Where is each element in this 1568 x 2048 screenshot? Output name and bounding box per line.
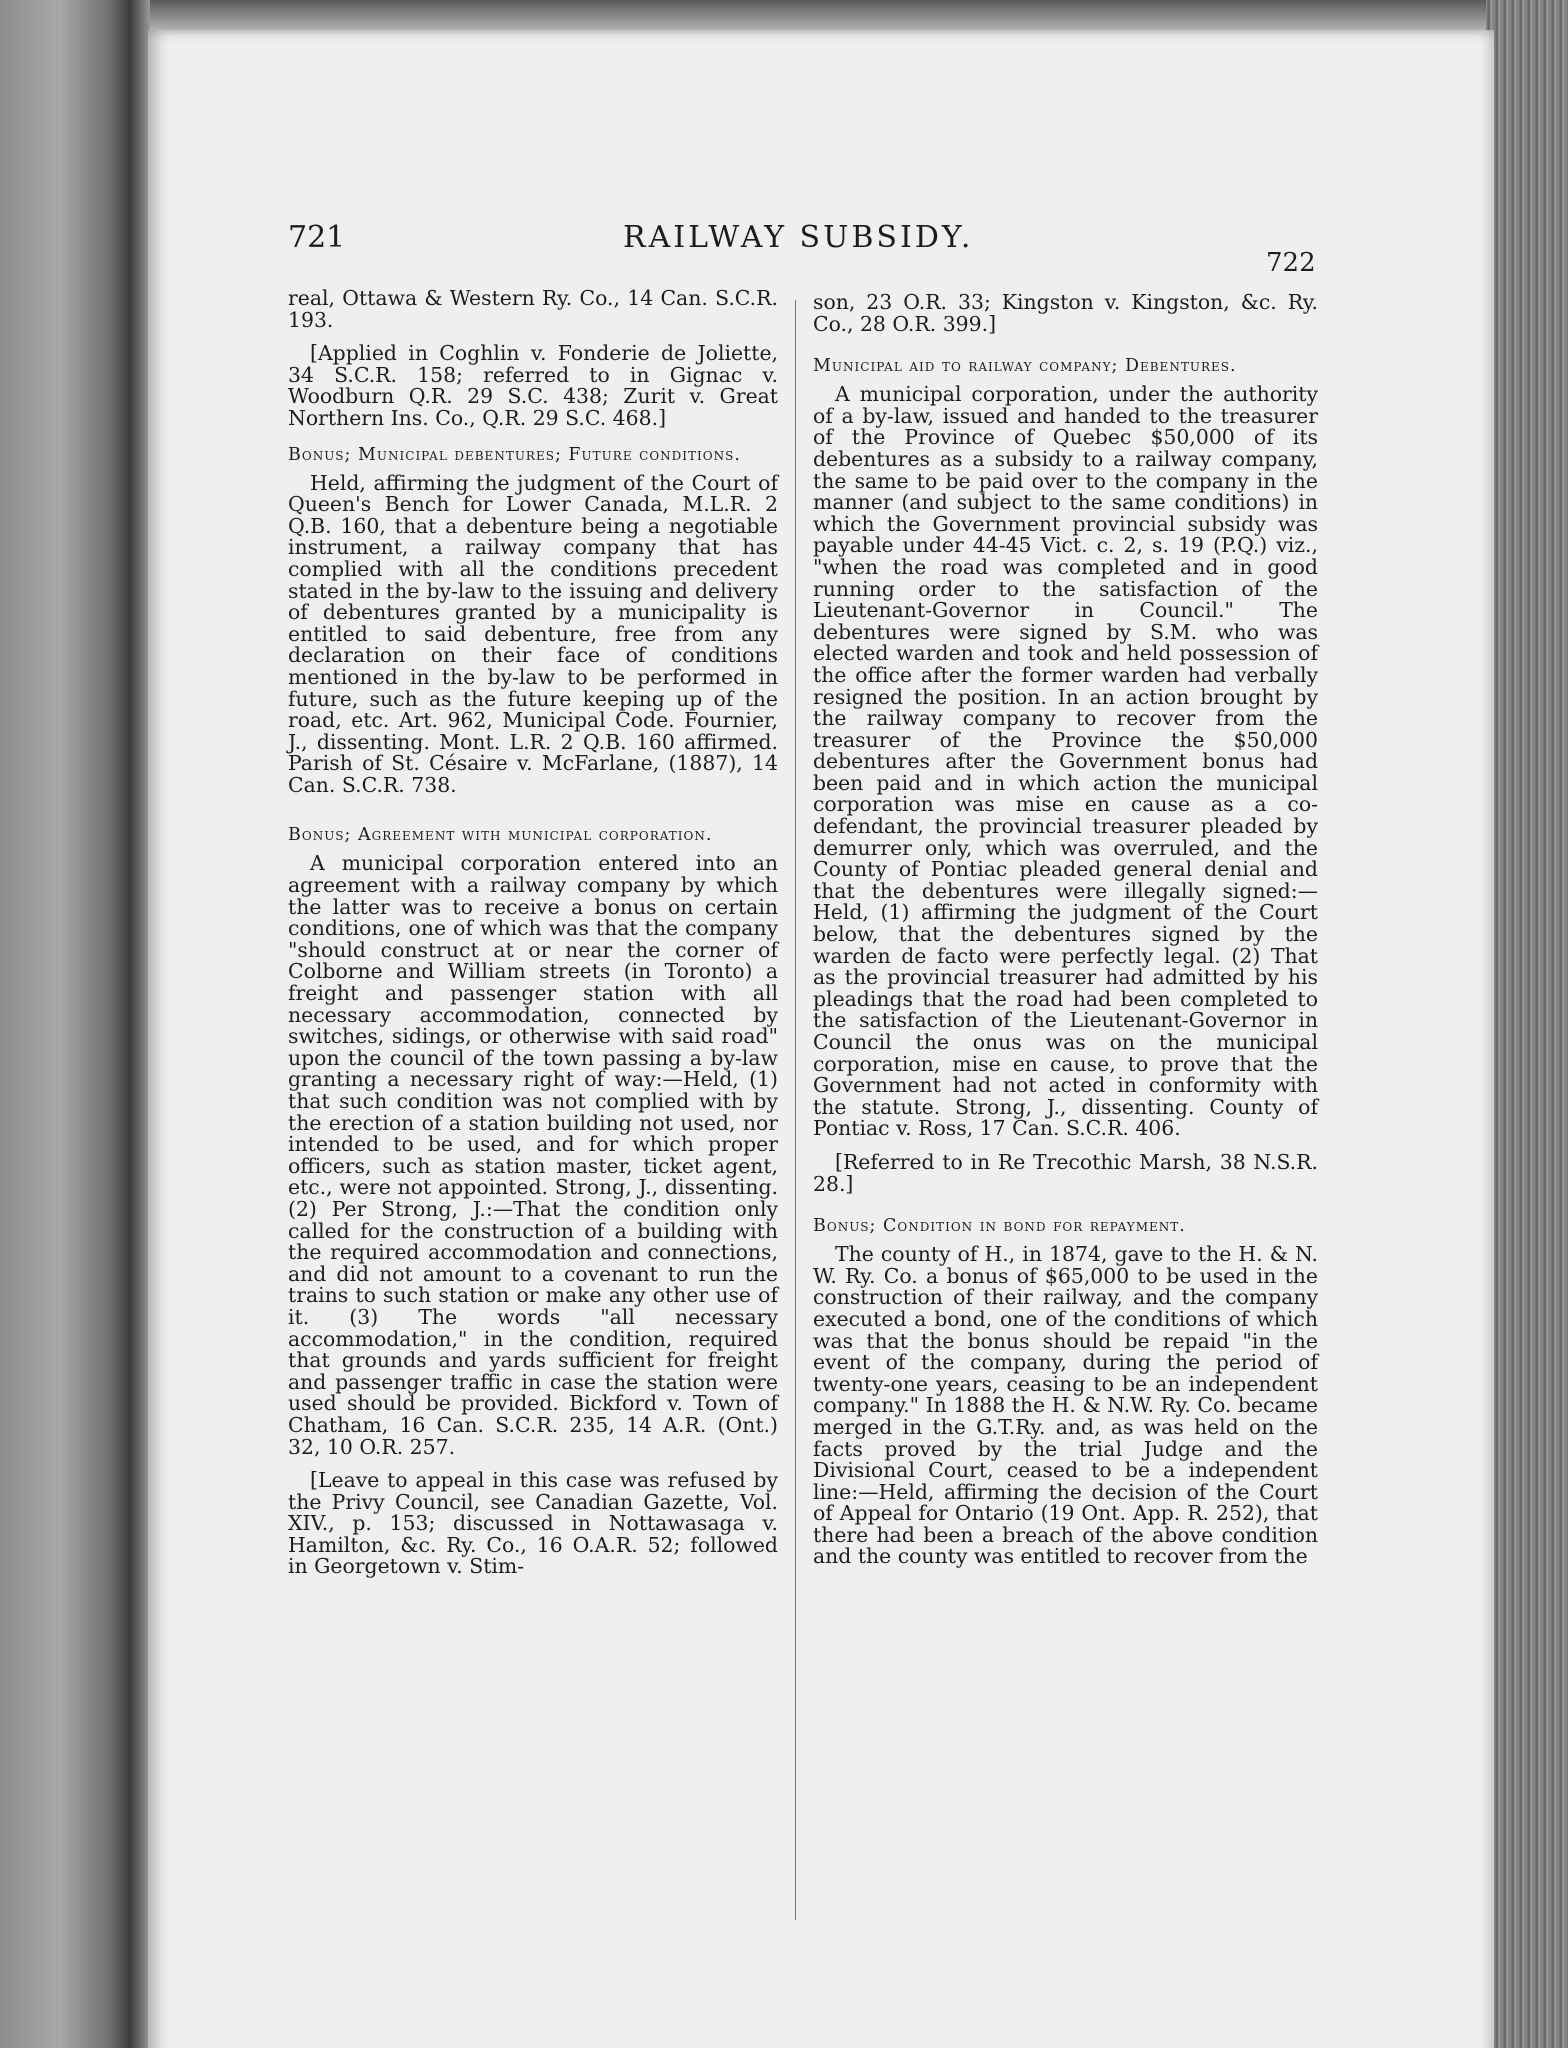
case-paragraph: A municipal corporation, under the authority of a by-law, issued and handed to the treasurer of the Province of Quebec $50,000 of its debentures as a subsidy to a railway company, the same to be paid over to the company in the manner (and subject to the same conditions) in which the Government provincial subsidy was payable under 44-45 Vict. c. 2, s. 19 (P.Q.) viz., "when the road was completed and in good running order to the satisfaction of the Lieutenant-Governor in Council." The debentures were signed by S.M. who was elected warden and took and held possession of the office after the former warden had verbally resigned the position. In an action brought by the railway company to recover from the treasurer of the Province the $50,000 debentures after the Government bonus had been paid and in which action the municipal corporation was mise en cause as a co-defendant, the provincial treasurer pleaded by demurrer only, which was overruled, and the County of Pontiac pleaded general denial and that the debentures were illegally signed:—Held, (1) affirming the judgment of the Court below, that the debentures signed by the warden de facto were perfectly legal. (2) That as the provincial treasurer had admitted by his pleadings that the road had been completed to the satisfaction of the Lieutenant-Governor in Council the onus was on the municipal corporation, mise en cause, to prove that the Government had not acted in conformity with the statute. Strong, J., dissenting. County of Pontiac v. Ross, 17 Can. S.C.R. 406. [813,382,1318,1141]
book-binding-left [0,0,150,2048]
citation-note: [Applied in Coghlin v. Fonderie de Joliette, 34 S.C.R. 158; referred to in Gignac v. Woodburn Q.R. 29 S.C. 438; Zurit v. Great Northern Ins. Co., Q.R. 29 S.C. 468.] [288,341,778,430]
continuation-text: son, 23 O.R. 33; Kingston v. Kingston, &c. Ry. Co., 28 O.R. 399.] [813,290,1318,336]
case-paragraph: The county of H., in 1874, gave to the H. & N. W. Ry. Co. a bonus of $65,000 to be used in the construction of their railway, and the company executed a bond, one of the conditions of which was that the bonus should be repaid "in the event of the company, during the period of twenty-one years, ceasing to be an independent company." In 1888 the H. & N.W. Ry. Co. became merged in the G.T.Ry. and, as was held on the facts proved by the trial Judge and the Divisional Court, ceased to be a independent line:—Held, affirming the decision of the Court of Appeal for Ontario (19 Ont. App. R. 252), that there had been a breach of the above condition and the county was entitled to recover from the [813,1242,1318,1569]
section-heading: Bonus; Condition in bond for repayment. [813,1216,1186,1237]
section-heading: Bonus; Municipal debentures; Future conditions. [288,444,741,465]
book-page [148,30,1494,2048]
column-divider [795,300,796,1920]
page-number-left: 721 [288,220,346,255]
section-heading: Bonus; Agreement with municipal corporation. [288,825,713,846]
section-heading: Municipal aid to railway company; Debentures. [813,356,1237,377]
case-paragraph: Held, affirming the judgment of the Court of Queen's Bench for Lower Canada, M.L.R. 2 Q.B. 160, that a debenture being a negotiable instrument, a railway company that has complied with all the conditions precedent stated in the by-law to the issuing and delivery of debentures granted by a municipality is entitled to said debenture, free from any declaration on their face of conditions mentioned in the by-law to be performed in future, such as the future keeping up of the road, etc. Art. 962, Municipal Code. Fournier, J., dissenting. Mont. L.R. 2 Q.B. 160 affirmed. Parish of St. Césaire v. McFarlane, (1887), 14 Can. S.C.R. 738. [288,470,778,797]
left-column [288,288,778,1590]
page-header [148,188,1494,278]
page-edges-right [1486,0,1568,2048]
running-title: RAILWAY SUBSIDY. [623,220,974,255]
case-paragraph: A municipal corporation entered into an agreement with a railway company by which the latter was to receive a bonus on certain conditions, one of which was that the company "should construct at or near the corner of Colborne and William streets (in Toronto) a freight and passenger station with all necessary accommodation, connected by switches, sidings, or otherwise with said road" upon the council of the town passing a by-law granting a necessary right of way:—Held, (1) that such condition was not complied with by the erection of a station building not used, nor intended to be used, and for which proper officers, such as station master, ticket agent, etc., were not appointed. Strong, J., dissenting. (2) Per Strong, J.:—That the condition only called for the construction of a building with the required accommodation and connections, and did not amount to a covenant to run the trains to such station or make any other use of it. (3) The words "all necessary accommodation," in the condition, required that grounds and yards sufficient for freight and passenger traffic in case the station were used should be provided. Bickford v. Town of Chatham, 16 Can. S.C.R. 235, 14 A.R. (Ont.) 32, 10 O.R. 257. [288,851,778,1459]
right-column [813,292,1318,1580]
continuation-text: real, Ottawa & Western Ry. Co., 14 Can. S.C.R. 193. [288,286,778,332]
page-number-right: 722 [1266,248,1316,278]
citation-note: [Leave to appeal in this case was refused by the Privy Council, see Canadian Gazette, Vol. XIV., p. 153; discussed in Nottawasaga v. Hamilton, &c. Ry. Co., 16 O.A.R. 52; followed in Georgetown v. Stim- [288,1468,778,1579]
citation-note: [Referred to in Re Trecothic Marsh, 38 N.S.R. 28.] [813,1149,1318,1196]
